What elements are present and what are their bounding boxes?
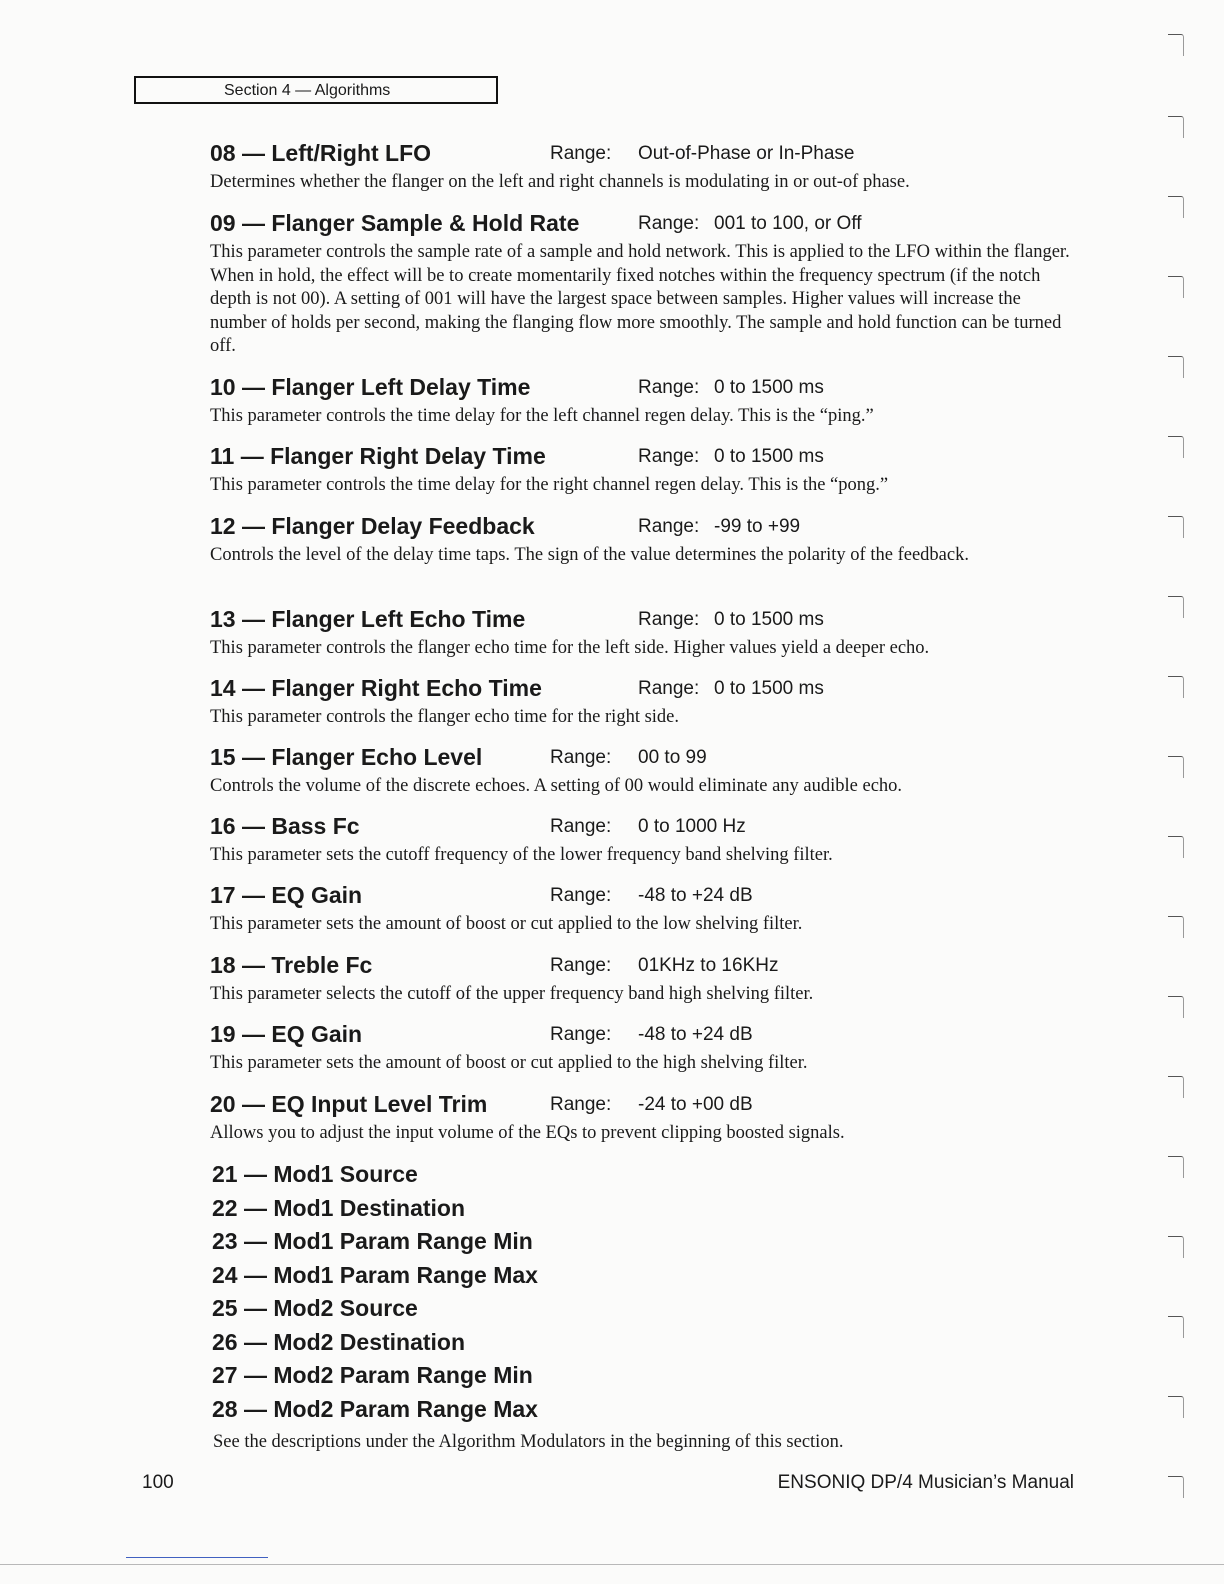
parameter-title: 18 — Treble Fc — [210, 952, 373, 978]
parameter-10 — [210, 372, 1090, 429]
parameter-description: This parameter controls the flanger echo time for the right side. — [210, 707, 680, 727]
range-label: Range: — [550, 143, 612, 164]
binding-hole-mark — [1168, 916, 1184, 938]
parameter-description: Controls the level of the delay time taps. The sign of the value determines the polarity of the feedback. — [210, 545, 969, 565]
parameter-description: This parameter controls the time delay for the left channel regen delay. This is the “ping.” — [210, 406, 874, 426]
modulator-parameter-title: 22 — Mod1 Destination — [212, 1194, 466, 1221]
parameter-13 — [210, 604, 1090, 661]
range-value: 00 to 99 — [638, 747, 707, 768]
binding-hole-mark — [1168, 34, 1184, 56]
range-value: 001 to 100, or Off — [714, 213, 862, 234]
parameter-title: 13 — Flanger Left Echo Time — [210, 606, 526, 632]
modulator-parameter-title: 25 — Mod2 Source — [212, 1295, 418, 1321]
parameter-15 — [210, 742, 1090, 799]
modulator-parameter-list — [212, 1158, 912, 1426]
section-label: Section 4 — Algorithms — [224, 82, 391, 99]
parameter-title: 14 — Flanger Right Echo Time — [210, 675, 542, 701]
parameter-description: Determines whether the flanger on the left and right channels is modulating in or out-of phase. — [210, 172, 910, 192]
manual-title: ENSONIQ DP/4 Musician’s Manual — [777, 1472, 1074, 1493]
binding-hole-mark — [1168, 756, 1184, 778]
range-label: Range: — [638, 377, 700, 398]
parameter-description: This parameter sets the amount of boost or cut applied to the low shelving filter. — [210, 914, 803, 934]
range-label: Range: — [550, 816, 612, 837]
parameter-20 — [210, 1089, 1090, 1146]
parameter-title: 08 — Left/Right LFO — [210, 140, 432, 166]
binding-hole-mark — [1168, 836, 1184, 858]
range-label: Range: — [638, 213, 700, 234]
binding-hole-mark — [1168, 516, 1184, 538]
range-value: 0 to 1500 ms — [714, 377, 824, 398]
binding-hole-mark — [1168, 436, 1184, 458]
binding-hole-mark — [1168, 1076, 1184, 1098]
parameter-title: 20 — EQ Input Level Trim — [210, 1091, 488, 1117]
binding-hole-mark — [1168, 996, 1184, 1018]
parameter-description: This parameter controls the flanger echo time for the left side. Higher values yield a deeper echo. — [210, 638, 930, 658]
range-label: Range: — [638, 678, 700, 699]
modulator-parameter-title: 28 — Mod2 Param Range Max — [212, 1395, 538, 1422]
parameter-title: 15 — Flanger Echo Level — [210, 744, 483, 770]
parameter-title: 17 — EQ Gain — [210, 882, 363, 908]
binding-hole-mark — [1168, 276, 1184, 298]
parameter-title: 11 — Flanger Right Delay Time — [210, 443, 546, 469]
binding-hole-mark — [1168, 1156, 1184, 1178]
parameter-08 — [210, 138, 1090, 195]
parameter-title: 12 — Flanger Delay Feedback — [210, 513, 535, 539]
parameter-description: This parameter controls the time delay for the right channel regen delay. This is the “pong.” — [210, 475, 889, 495]
parameter-title: 09 — Flanger Sample & Hold Rate — [210, 210, 580, 236]
modulator-parameter-title: 23 — Mod1 Param Range Min — [212, 1228, 533, 1254]
parameter-17 — [210, 880, 1090, 937]
binding-hole-mark — [1168, 596, 1184, 618]
modulators-note: See the descriptions under the Algorithm Modulators in the beginning of this section. — [213, 1432, 844, 1452]
parameter-title: 10 — Flanger Left Delay Time — [210, 374, 531, 400]
binding-hole-mark — [1168, 1316, 1184, 1338]
parameter-description: This parameter sets the cutoff frequency of the lower frequency band shelving filter. — [210, 845, 833, 865]
range-value: 0 to 1500 ms — [714, 678, 824, 699]
range-value: -24 to +00 dB — [638, 1094, 753, 1115]
binding-hole-mark — [1168, 196, 1184, 218]
range-value: 01KHz to 16KHz — [638, 955, 779, 976]
range-value: -48 to +24 dB — [638, 885, 753, 906]
range-value: 0 to 1500 ms — [714, 609, 824, 630]
range-value: 0 to 1500 ms — [714, 446, 824, 467]
parameter-description: This parameter sets the amount of boost or cut applied to the high shelving filter. — [210, 1053, 808, 1073]
parameter-14 — [210, 673, 1090, 730]
modulator-parameter-title: 26 — Mod2 Destination — [212, 1328, 466, 1355]
parameter-title: 16 — Bass Fc — [210, 813, 360, 839]
bottom-link-underline — [126, 1557, 268, 1558]
binding-hole-mark — [1168, 1396, 1184, 1418]
section-header-box — [134, 76, 498, 104]
parameter-title: 19 — EQ Gain — [210, 1021, 363, 1047]
parameter-description: This parameter controls the sample rate of a sample and hold network. This is applied to the LFO within the flanger. When in hold, the effect will be to create momentarily fixed notches within the frequency spectrum (if the notch depth is not 00). A setting of 001 will have the largest space between samples. Higher values will increase the number of holds per second, making the flanging flow more smoothly. The sample and hold function can be turned off. — [210, 242, 1070, 356]
parameter-description: Allows you to adjust the input volume of the EQs to prevent clipping boosted signals. — [210, 1123, 845, 1143]
binding-hole-mark — [1168, 676, 1184, 698]
modulator-parameter-title: 27 — Mod2 Param Range Min — [212, 1362, 533, 1388]
parameter-11 — [210, 441, 1090, 498]
range-label: Range: — [550, 955, 612, 976]
range-label: Range: — [638, 446, 700, 467]
binding-hole-mark — [1168, 356, 1184, 378]
modulator-parameter-title: 21 — Mod1 Source — [212, 1161, 418, 1187]
range-value: Out-of-Phase or In-Phase — [638, 143, 855, 164]
range-label: Range: — [550, 1094, 612, 1115]
range-value: -99 to +99 — [714, 516, 801, 537]
parameter-09 — [210, 208, 1090, 359]
range-label: Range: — [550, 1024, 612, 1045]
parameter-18 — [210, 950, 1090, 1007]
parameter-12 — [210, 511, 1090, 568]
range-label: Range: — [638, 609, 700, 630]
range-label: Range: — [550, 885, 612, 906]
parameter-16 — [210, 811, 1090, 868]
page-number: 100 — [142, 1472, 174, 1493]
parameter-description: Controls the volume of the discrete echoes. A setting of 00 would eliminate any audible echo. — [210, 776, 903, 796]
range-label: Range: — [638, 516, 700, 537]
modulator-parameter-title: 24 — Mod1 Param Range Max — [212, 1261, 538, 1288]
range-label: Range: — [550, 747, 612, 768]
binding-hole-mark — [1168, 1236, 1184, 1258]
page-bottom-edge — [0, 1564, 1224, 1565]
binding-hole-mark — [1168, 1476, 1184, 1498]
range-value: 0 to 1000 Hz — [638, 816, 746, 837]
parameter-description: This parameter selects the cutoff of the upper frequency band high shelving filter. — [210, 984, 814, 1004]
parameter-19 — [210, 1019, 1090, 1076]
range-value: -48 to +24 dB — [638, 1024, 753, 1045]
binding-hole-mark — [1168, 116, 1184, 138]
